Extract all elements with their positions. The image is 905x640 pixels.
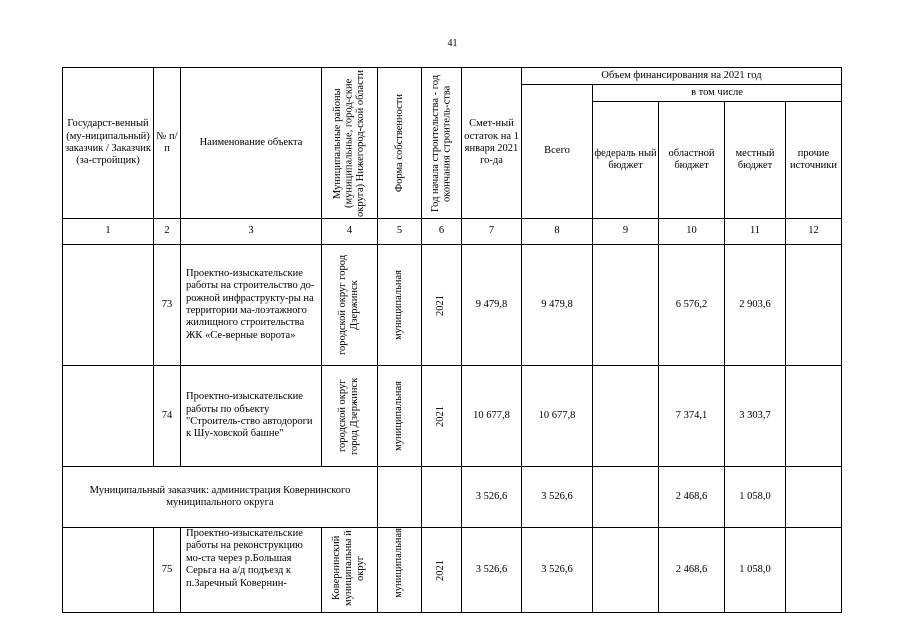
header-estimate: Смет-ный остаток на 1 января 2021 го-да	[462, 68, 522, 219]
column-number: 1	[63, 219, 154, 245]
total-value: 10 677,8	[522, 366, 593, 467]
district-cell	[322, 528, 378, 613]
header-years	[422, 68, 462, 219]
federal-value	[593, 467, 659, 528]
row-number: 73	[154, 245, 181, 366]
ownership-cell	[378, 528, 422, 613]
column-number: 10	[659, 219, 725, 245]
federal-value	[593, 366, 659, 467]
column-number: 11	[725, 219, 786, 245]
year-cell	[422, 528, 462, 613]
table-row	[63, 245, 842, 366]
header-funding: Объем финансирования на 2021 год	[522, 68, 842, 85]
ownership-cell	[378, 366, 422, 467]
header-including: в том числе	[593, 85, 842, 102]
ownership-text: муниципальная	[393, 381, 405, 451]
other-value	[786, 528, 842, 613]
financing-table	[62, 67, 842, 613]
other-value	[786, 245, 842, 366]
header-row-top	[63, 68, 842, 85]
regional-value: 7 374,1	[659, 366, 725, 467]
estimate-value: 9 479,8	[462, 245, 522, 366]
regional-value: 2 468,6	[659, 528, 725, 613]
total-value: 3 526,6	[522, 467, 593, 528]
total-value: 9 479,8	[522, 245, 593, 366]
estimate-value: 3 526,6	[462, 467, 522, 528]
customer-cell	[63, 366, 154, 467]
estimate-value: 10 677,8	[462, 366, 522, 467]
year-text: 2021	[435, 559, 447, 581]
header-district	[322, 68, 378, 219]
table-row	[63, 528, 842, 613]
federal-value	[593, 528, 659, 613]
table-row	[63, 366, 842, 467]
year-cell	[422, 245, 462, 366]
column-number: 5	[378, 219, 422, 245]
federal-value	[593, 245, 659, 366]
column-number: 12	[786, 219, 842, 245]
ownership-text: муниципальная	[393, 270, 405, 340]
column-number: 6	[422, 219, 462, 245]
local-value: 2 903,6	[725, 245, 786, 366]
header-years-text: Год начала строительства - год окончания строитель-ства	[429, 74, 453, 212]
object-name: Проектно-изыскательские работы на реконструкцию мо-ста через р.Большая Серьга на а/д подъезд к п.Заречный Ковернин-	[181, 528, 322, 613]
page-number: 41	[447, 38, 458, 49]
estimate-value: 3 526,6	[462, 528, 522, 613]
header-object-name: Наименование объекта	[181, 68, 322, 219]
year-text: 2021	[435, 294, 447, 316]
header-local: местный бюджет	[725, 102, 786, 219]
regional-value: 2 468,6	[659, 467, 725, 528]
header-other: прочие источники	[786, 102, 842, 219]
customer-cell	[63, 528, 154, 613]
municipal-customer-label: Муниципальный заказчик: администрация Ковернинского муниципального округа	[63, 467, 378, 528]
column-number: 7	[462, 219, 522, 245]
local-value: 3 303,7	[725, 366, 786, 467]
customer-summary-row	[63, 467, 842, 528]
district-cell	[322, 245, 378, 366]
object-name: Проектно-изыскательские работы по объекту "Строитель-ство автодороги к Шу-ховской башне"	[181, 366, 322, 467]
year-cell	[422, 366, 462, 467]
district-text: городской округ город Дзержинск	[337, 377, 361, 455]
column-number: 8	[522, 219, 593, 245]
ownership-cell	[378, 467, 422, 528]
row-number: 74	[154, 366, 181, 467]
ownership-cell	[378, 245, 422, 366]
total-value: 3 526,6	[522, 528, 593, 613]
ownership-text: муниципальная	[393, 528, 405, 598]
column-number: 3	[181, 219, 322, 245]
district-text: Ковернинский муниципальны й округ	[331, 530, 367, 606]
other-value	[786, 467, 842, 528]
column-number: 9	[593, 219, 659, 245]
other-value	[786, 366, 842, 467]
row-number: 75	[154, 528, 181, 613]
header-ownership-text: Форма собственности	[393, 93, 405, 193]
local-value: 1 058,0	[725, 528, 786, 613]
object-name: Проектно-изыскательские работы на строительство до-рожной инфраструкту-ры на территории ма-лоэтажного жилищного строительства ЖК «Се-верные ворота»	[181, 245, 322, 366]
district-cell	[322, 366, 378, 467]
header-total: Всего	[522, 85, 593, 219]
header-no: № п/п	[154, 68, 181, 219]
year-cell	[422, 467, 462, 528]
customer-cell	[63, 245, 154, 366]
column-number: 4	[322, 219, 378, 245]
header-federal: федераль ный бюджет	[593, 102, 659, 219]
year-text: 2021	[435, 405, 447, 427]
column-number-row	[63, 219, 842, 245]
local-value: 1 058,0	[725, 467, 786, 528]
regional-value: 6 576,2	[659, 245, 725, 366]
district-text: городской округ город Дзержинск	[337, 254, 361, 356]
header-customer: Государст-венный (му-ниципальный) заказчик / Заказчик (за-стройщик)	[63, 68, 154, 219]
header-regional: областной бюджет	[659, 102, 725, 219]
header-ownership	[378, 68, 422, 219]
column-number: 2	[154, 219, 181, 245]
header-district-text: Муниципальные районы (муниципальные, город-ские округа) Нижегород-ской области	[332, 69, 367, 217]
